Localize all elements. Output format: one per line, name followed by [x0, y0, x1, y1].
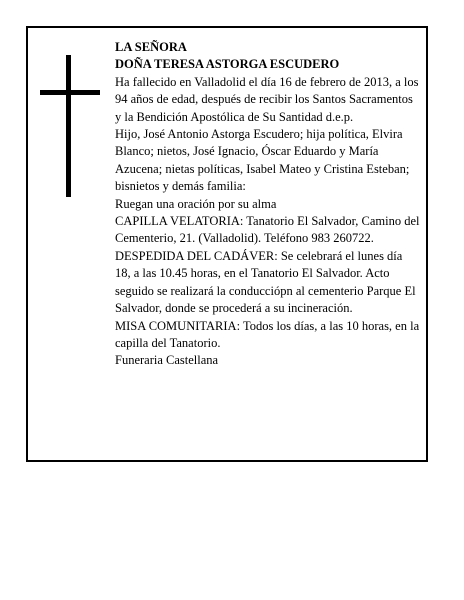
- community-mass-info: MISA COMUNITARIA: Todos los días, a las 10 horas, en la capilla del Tanatorio.: [115, 318, 420, 350]
- notice-heading: LA SEÑORA: [115, 40, 187, 54]
- funeral-home: Funeraria Castellana: [115, 353, 219, 368]
- obituary-text: [115, 39, 421, 370]
- prayer-request: Ruegan una oración por su alma: [115, 196, 277, 211]
- wake-chapel-info: CAPILLA VELATORIA: Tanatorio El Salvador, Camino del Cementerio, 21. (Valladolid). Teléfono 983 260722.: [115, 214, 420, 246]
- deceased-name: DOÑA TERESA ASTORGA ESCUDERO: [115, 57, 340, 72]
- cross-icon: [40, 55, 100, 197]
- farewell-info: DESPEDIDA DEL CADÁVER: Se celebrará el lunes día 18, a las 10.45 horas, en el Tanatorio El Salvador. Acto seguido se realizará la conducciópn al cementerio Parque El Salvador, donde se procederá a su incineración.: [115, 248, 416, 316]
- family-list: Hijo, José Antonio Astorga Escudero; hija política, Elvira Blanco; nietos, José Ignacio, Óscar Eduardo y María Azucena; nietas políticas, Isabel Mateo y Cristina Esteban; bisnietos y demás familia:: [115, 127, 410, 194]
- death-announcement: Ha fallecido en Valladolid el día 16 de febrero de 2013, a los 94 años de edad, después de recibir los Santos Sacramentos y la Bendición Apostólica de Su Santidad d.e.p.: [115, 74, 419, 124]
- obituary-notice: [26, 26, 428, 462]
